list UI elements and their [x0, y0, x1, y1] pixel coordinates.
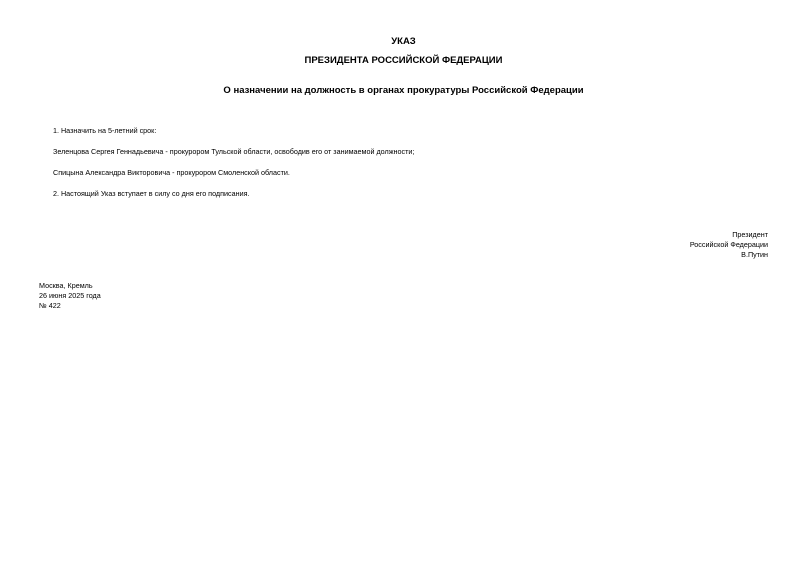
signature-name: В.Путин: [741, 250, 768, 259]
paragraph-appointment-2: Спицына Александра Викторовича - прокурором Смоленской области.: [53, 168, 290, 177]
decree-subject: О назначении на должность в органах прокуратуры Российской Федерации: [223, 85, 584, 96]
footer-place: Москва, Кремль: [39, 281, 93, 290]
decree-issuer: ПРЕЗИДЕНТА РОССИЙСКОЙ ФЕДЕРАЦИИ: [304, 55, 503, 66]
decree-heading: УКАЗ: [391, 36, 416, 47]
paragraph-appointment-1: Зеленцова Сергея Геннадьевича - прокурором Тульской области, освободив его от занимаемой должности;: [53, 147, 415, 156]
paragraph-2: 2. Настоящий Указ вступает в силу со дня его подписания.: [53, 189, 250, 198]
signature-title-2: Российской Федерации: [689, 240, 768, 249]
footer-number: № 422: [39, 301, 61, 310]
signature-title-1: Президент: [732, 230, 768, 239]
footer-date: 26 июня 2025 года: [39, 291, 101, 300]
paragraph-1: 1. Назначить на 5-летний срок:: [53, 126, 157, 135]
